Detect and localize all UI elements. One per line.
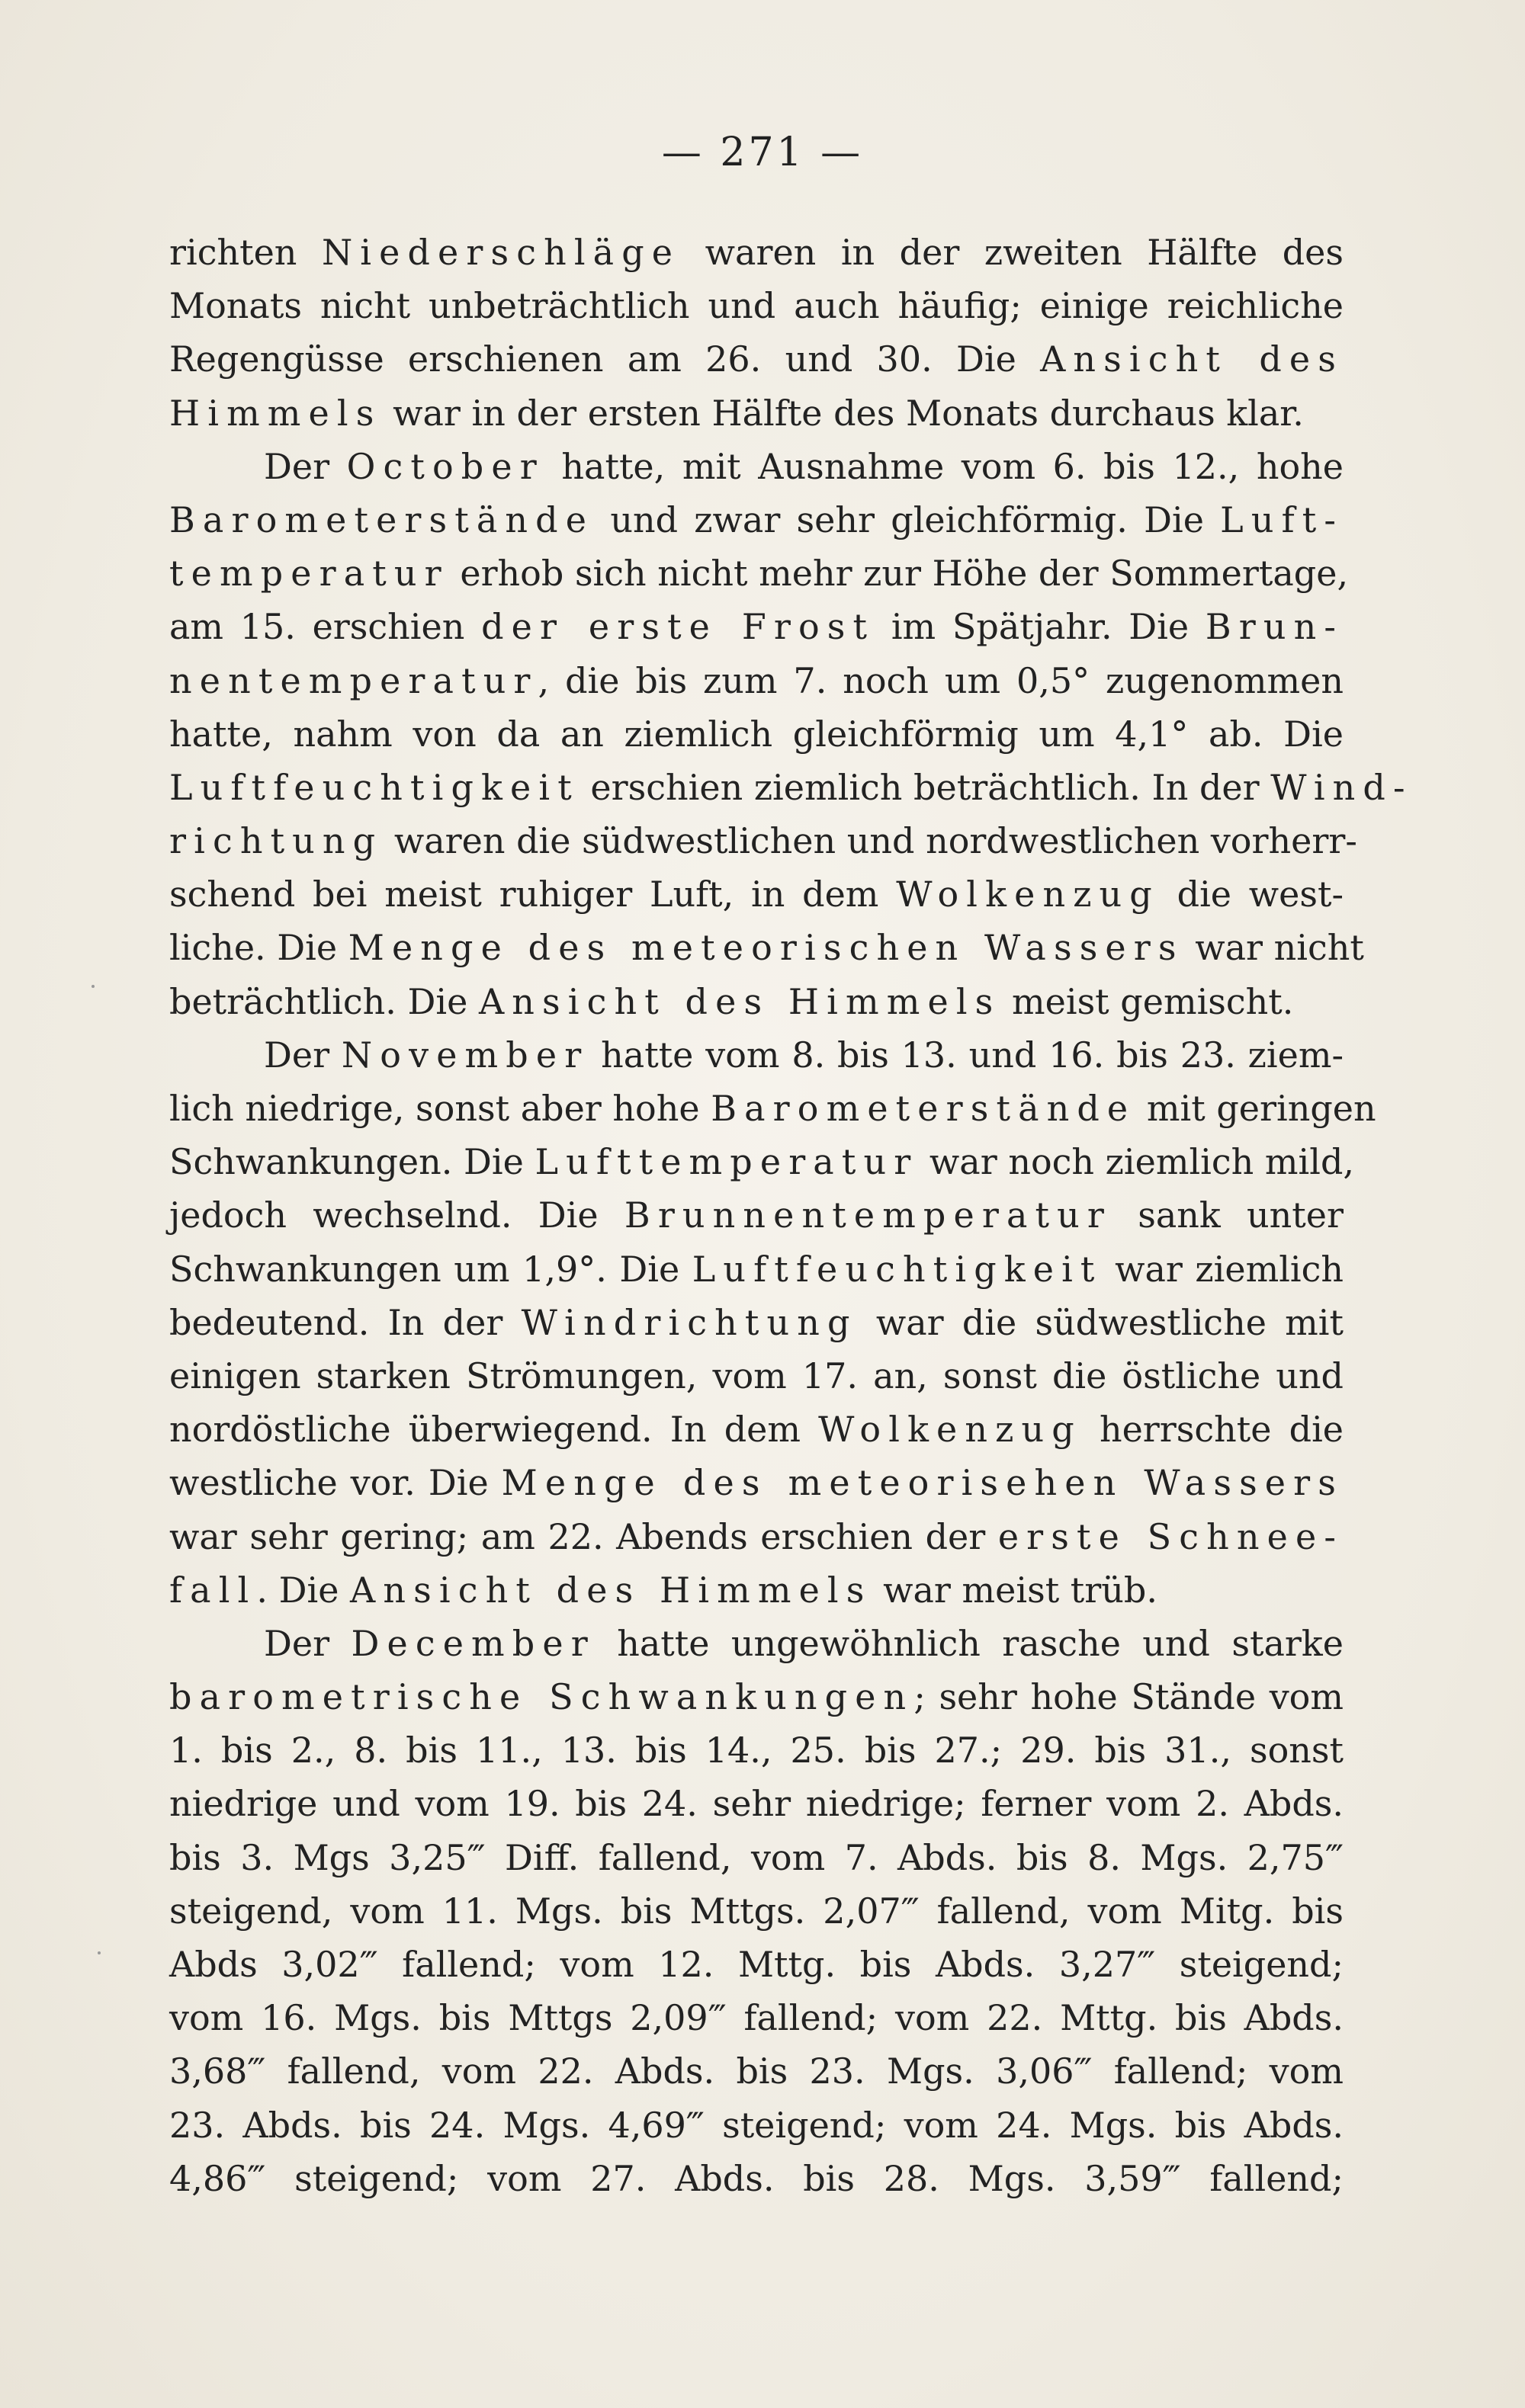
text-line: [169, 761, 1413, 814]
text-run: hatte, nahm von da an ziemlich gleichförmig um 4,1° ab. Die: [169, 713, 1344, 755]
text-line: [169, 1831, 1344, 1884]
text-line: [169, 1777, 1344, 1830]
text-run: waren in der zweiten Hälfte des: [680, 232, 1344, 273]
text-line: [169, 2044, 1344, 2098]
text-run: nordöstliche überwiegend. In dem: [169, 1409, 819, 1451]
text-run: Schwankungen. Die: [169, 1141, 535, 1183]
text-line: [169, 1028, 1344, 1082]
spaced-term: temperatur: [169, 553, 449, 595]
paper-speck: [98, 1951, 101, 1954]
spaced-term: December: [351, 1622, 596, 1664]
text-run: erschien ziemlich beträchtlich. In der: [579, 766, 1271, 808]
text-run: vom 16. Mgs. bis Mttgs 2,09‴ fallend; vom 22. Mttg. bis Abds.: [169, 1997, 1344, 2039]
text-line: [169, 1617, 1344, 1670]
text-line: [169, 1563, 1344, 1617]
text-run: war noch ziemlich mild,: [918, 1141, 1355, 1183]
text-run: jedoch wechselnd. Die: [169, 1194, 624, 1236]
text-run: war ziemlich: [1102, 1248, 1344, 1290]
text-line: [169, 654, 1344, 707]
spaced-term: fall: [169, 1569, 257, 1611]
text-run: Abds 3,02‴ fallend; vom 12. Mttg. bis Abds. 3,27‴ steigend;: [169, 1944, 1344, 1985]
text-line: [169, 600, 1344, 653]
spaced-term: Ansicht des: [1040, 338, 1344, 380]
text-run: war die südwestliche mit: [857, 1301, 1344, 1343]
text-line: [169, 1938, 1344, 1991]
text-run: war in der ersten Hälfte des Monats durchaus klar.: [381, 392, 1304, 434]
text-run: hatte ungewöhnlich rasche und starke: [595, 1622, 1344, 1664]
text-run: 1. bis 2., 8. bis 11., 13. bis 14., 25. bis 27.; 29. bis 31., sonst: [169, 1730, 1344, 1772]
text-run: einigen starken Strömungen, vom 17. an, sonst die östliche und: [169, 1355, 1344, 1396]
text-run: Der: [264, 445, 347, 487]
text-line: [169, 2152, 1344, 2205]
text-run: war sehr gering; am 22. Abends erschien der: [169, 1515, 998, 1557]
text-line: [169, 1242, 1344, 1296]
text-run: und zwar sehr gleichförmig. Die: [594, 499, 1221, 540]
text-run: Schwankungen um 1,9°. Die: [169, 1248, 692, 1290]
text-run: ; sehr hohe Stände vom: [913, 1676, 1344, 1718]
spaced-term: Wolkenzug: [818, 1409, 1082, 1451]
text-run: mit geringen: [1135, 1088, 1376, 1129]
text-run: war meist trüb.: [872, 1569, 1157, 1611]
text-run: Der: [264, 1622, 352, 1664]
text-line: [169, 921, 1364, 974]
text-run: Monats nicht unbeträchtlich und auch häufig; einige reichliche: [169, 285, 1344, 327]
text-run: am 15. erschien: [169, 606, 482, 648]
spaced-term: Wolkenzug: [896, 874, 1160, 915]
text-run: westliche vor. Die: [169, 1462, 502, 1504]
text-run: , die bis zum 7. noch um 0,5° zugenommen: [538, 659, 1344, 701]
text-run: erhob sich nicht mehr zur Höhe der Sommertage,: [448, 553, 1349, 595]
text-run: Regengüsse erschienen am 26. und 30. Die: [169, 338, 1041, 380]
spaced-term: Ansicht des Himmels: [350, 1569, 872, 1611]
text-line: [169, 1723, 1344, 1777]
spaced-term: October: [346, 445, 544, 487]
text-run: meist gemischt.: [1000, 980, 1294, 1022]
spaced-term: Brunnentemperatur: [624, 1194, 1112, 1236]
spaced-term: Niederschläge: [321, 232, 681, 273]
spaced-term: Menge des meteorischen Wassers: [348, 927, 1184, 969]
text-run: war nicht: [1183, 927, 1364, 969]
text-run: richten: [169, 232, 322, 273]
spaced-term: Luft-: [1220, 499, 1344, 540]
text-run: waren die südwestlichen und nordwestlichen vorherr-: [383, 820, 1357, 862]
spaced-term: November: [341, 1034, 589, 1076]
text-line: [169, 386, 1344, 440]
text-run: beträchtlich. Die: [169, 980, 479, 1022]
text-run: 4,86‴ steigend; vom 27. Abds. bis 28. Mgs. 3,59‴ fallend;: [169, 2157, 1344, 2199]
text-run: . Die: [256, 1569, 351, 1611]
text-line: [169, 1296, 1344, 1349]
text-run: niedrige und vom 19. bis 24. sehr niedrige; ferner vom 2. Abds.: [169, 1783, 1344, 1825]
text-run: lich niedrige, sonst aber hohe: [169, 1088, 711, 1129]
spaced-term: richtung: [169, 820, 384, 862]
text-run: hatte, mit Ausnahme vom 6. bis 12., hohe: [544, 445, 1344, 487]
text-line: [169, 1456, 1344, 1509]
spaced-term: Menge des meteorisehen Wassers: [501, 1462, 1344, 1504]
text-run: liche. Die: [169, 927, 348, 969]
text-run: hatte vom 8. bis 13. und 16. bis 23. ziem-: [589, 1034, 1344, 1076]
text-line: [169, 493, 1344, 547]
text-line: [169, 1670, 1344, 1723]
spaced-term: Windrichtung: [521, 1301, 858, 1343]
spaced-term: Barometerstände: [169, 499, 595, 540]
spaced-term: Wind-: [1270, 766, 1413, 808]
text-line: [169, 2099, 1344, 2152]
paper-speck: [92, 985, 95, 988]
spaced-term: erste Schnee-: [997, 1515, 1344, 1557]
text-line: [169, 440, 1344, 493]
text-line: [169, 1188, 1344, 1242]
text-run: 23. Abds. bis 24. Mgs. 4,69‴ steigend; vom 24. Mgs. bis Abds.: [169, 2104, 1344, 2146]
spaced-term: Lufttemperatur: [535, 1141, 919, 1183]
text-run: Der: [264, 1034, 342, 1076]
spaced-term: Barometerstände: [711, 1088, 1136, 1129]
text-line: [169, 332, 1344, 386]
text-run: bis 3. Mgs 3,25‴ Diff. fallend, vom 7. Abds. bis 8. Mgs. 2,75‴: [169, 1836, 1344, 1878]
text-run: schend bei meist ruhiger Luft, in dem: [169, 874, 897, 915]
page-number: — 271 —: [661, 130, 864, 175]
spaced-term: der erste Frost: [481, 606, 875, 648]
spaced-term: Himmels: [169, 392, 382, 434]
spaced-term: Luftfeuchtigkeit: [692, 1248, 1103, 1290]
text-line: [169, 547, 1349, 600]
text-line: [169, 279, 1344, 332]
text-line: [169, 226, 1344, 279]
text-run: im Spätjahr. Die: [875, 606, 1206, 648]
text-line: [169, 1403, 1344, 1456]
text-line: [169, 975, 1344, 1028]
spaced-term: Brun-: [1205, 606, 1344, 648]
text-line: [169, 1991, 1344, 2044]
text-run: steigend, vom 11. Mgs. bis Mttgs. 2,07‴ fallend, vom Mitg. bis: [169, 1890, 1344, 1932]
spaced-term: Luftfeuchtigkeit: [169, 766, 580, 808]
text-line: [169, 867, 1344, 921]
spaced-term: Ansicht des Himmels: [478, 980, 1001, 1022]
text-line: [169, 1082, 1376, 1135]
text-run: sank unter: [1111, 1194, 1344, 1236]
text-line: [169, 1510, 1344, 1563]
text-run: 3,68‴ fallend, vom 22. Abds. bis 23. Mgs. 3,06‴ fallend; vom: [169, 2050, 1344, 2092]
spaced-term: nentemperatur: [169, 659, 538, 701]
body-text: [169, 226, 1413, 2205]
text-line: [169, 1884, 1344, 1938]
text-line: [169, 814, 1357, 867]
text-line: [169, 1135, 1355, 1188]
text-line: [169, 1349, 1344, 1403]
text-line: [169, 707, 1344, 761]
text-run: bedeutend. In der: [169, 1301, 522, 1343]
spaced-term: barometrische Schwankungen: [169, 1676, 914, 1718]
text-run: die west-: [1159, 874, 1344, 915]
text-run: herrschte die: [1081, 1409, 1344, 1451]
